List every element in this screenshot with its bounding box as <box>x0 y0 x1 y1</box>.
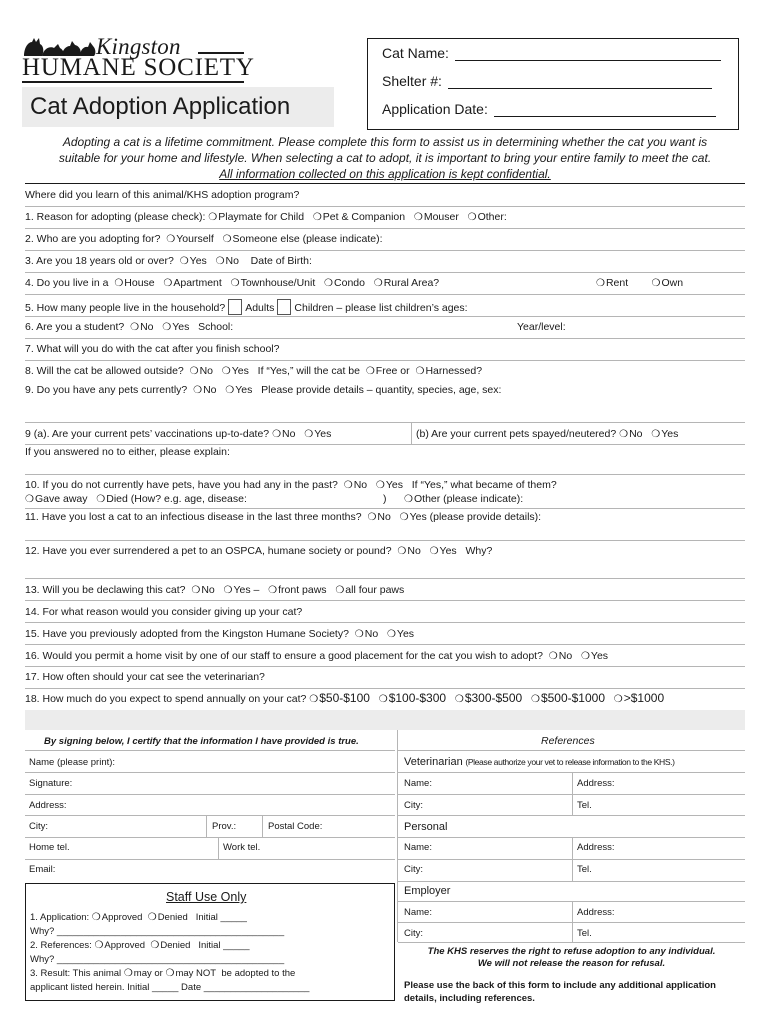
question-17-text: 17. How often should your cat see the veterinarian? <box>25 671 265 683</box>
checkbox-yes[interactable]: ❍ <box>651 429 661 440</box>
shelter-number-label: Shelter #: <box>382 73 442 89</box>
question-18-text: 18. How much do you expect to spend annually on your cat? <box>25 693 307 705</box>
option-label: Died (How? e.g. age, disease: <box>106 493 247 505</box>
question-9-details-label: Please provide details – quantity, species, age, sex: <box>261 384 502 396</box>
question-6-text: 6. Are you a student? <box>25 321 125 333</box>
option-label: $100-$300 <box>388 691 447 705</box>
option-label: No <box>203 384 217 396</box>
question-12-text: 12. Have you ever surrendered a pet to an OSPCA, humane society or pound? <box>25 545 392 557</box>
option-label: Someone else (please indicate): <box>232 233 383 245</box>
city-label: City: <box>29 821 48 832</box>
checkbox-yes[interactable]: ❍ <box>386 629 396 640</box>
divider <box>25 666 745 667</box>
staff-result-line-2: applicant listed herein. Initial _____ Date ____________________ <box>30 982 310 993</box>
divider <box>398 881 745 882</box>
checkbox-no[interactable]: ❍ <box>215 256 225 267</box>
checkbox-townhouse[interactable]: ❍ <box>230 278 240 289</box>
question-5 <box>25 299 745 315</box>
option-label: Yes <box>231 365 249 377</box>
divider <box>398 815 745 816</box>
checkbox-no[interactable]: ❍ <box>548 651 558 662</box>
checkbox-yes[interactable]: ❍ <box>399 512 409 523</box>
personal-heading: Personal <box>404 821 448 833</box>
option-label: all four paws <box>345 584 405 596</box>
checkbox-300-500[interactable]: ❍ <box>454 694 464 705</box>
intro-confidential: All information collected on this application is kept confidential. <box>219 167 551 181</box>
checkbox-condo[interactable]: ❍ <box>324 278 334 289</box>
question-14 <box>25 606 745 619</box>
checkbox-yes[interactable]: ❍ <box>429 546 439 557</box>
cat-name-label: Cat Name: <box>382 45 449 61</box>
vet-tel-label: Tel. <box>577 800 592 811</box>
staff-use-box <box>25 883 395 1001</box>
checkbox-gave-away[interactable]: ❍ <box>25 494 34 505</box>
option-label: $300-$500 <box>464 691 523 705</box>
divider <box>398 859 745 860</box>
option-label: No <box>225 255 239 267</box>
option-label: No <box>353 479 368 491</box>
staff-references-label: 2. References: <box>30 940 92 951</box>
checkbox-no[interactable]: ❍ <box>397 546 407 557</box>
staff-application-label: 1. Application: <box>30 912 90 923</box>
option-label: No <box>377 511 391 523</box>
initial-field[interactable]: Initial _____ <box>198 940 250 951</box>
question-11-text: 11. Have you lost a cat to an infectious disease in the last three months? <box>25 511 362 523</box>
checkbox-yes[interactable]: ❍ <box>162 322 172 333</box>
personal-address-label: Address: <box>577 842 615 853</box>
checkbox-500-1000[interactable]: ❍ <box>530 694 540 705</box>
prov-label: Prov.: <box>212 821 237 832</box>
option-label: Apartment <box>173 277 222 289</box>
divider <box>25 250 745 251</box>
checkbox-free[interactable]: ❍ <box>365 366 375 377</box>
checkbox-yourself[interactable]: ❍ <box>166 234 176 245</box>
application-date-row <box>382 101 716 117</box>
divider <box>25 316 745 317</box>
question-8-followup: If “Yes,” will the cat be <box>257 365 360 377</box>
application-date-field[interactable] <box>494 103 716 117</box>
option-label: Yes <box>172 321 190 333</box>
shelter-number-field[interactable] <box>448 75 712 89</box>
staff-result-tail: be adopted to the <box>221 968 296 979</box>
checkbox-mouser[interactable]: ❍ <box>413 212 423 223</box>
divider <box>25 688 745 689</box>
intro-line-1: Adopting a cat is a lifetime commitment. Please complete this form to assist us in determining whether the cat you want is <box>62 135 708 149</box>
question-16-text: 16. Would you permit a home visit by one of our staff to ensure a good placement for the cat you wish to adopt? <box>25 650 543 662</box>
address-label: Address: <box>29 800 67 811</box>
staff-why-1[interactable]: Why? ___________________________________________ <box>30 926 285 937</box>
divider <box>25 338 745 339</box>
vet-city-label: City: <box>404 800 423 811</box>
divider <box>25 578 745 579</box>
option-label: Townhouse/Unit <box>240 277 316 289</box>
checkbox-rent[interactable]: ❍ <box>596 278 605 289</box>
question-5-text: 5. How many people live in the household? <box>25 302 226 314</box>
question-12 <box>25 545 745 558</box>
staff-result-row <box>30 968 295 980</box>
question-9a-text: 9 (a). Are your current pets’ vaccinations up-to-date? <box>25 428 270 440</box>
checkbox-house[interactable]: ❍ <box>114 278 124 289</box>
checkbox-harnessed[interactable]: ❍ <box>415 366 425 377</box>
divider <box>25 444 745 445</box>
cat-name-row <box>382 45 721 61</box>
divider <box>25 508 745 509</box>
email-label: Email: <box>29 864 56 875</box>
divider <box>25 228 745 229</box>
checkbox-all-paws[interactable]: ❍ <box>335 585 345 596</box>
checkbox-yes[interactable]: ❍ <box>304 429 314 440</box>
divider <box>25 750 395 751</box>
divider <box>397 730 398 942</box>
back-of-form-line-1: Please use the back of this form to include any additional application <box>404 980 716 991</box>
question-2 <box>25 233 745 246</box>
checkbox-other[interactable]: ❍ <box>467 212 477 223</box>
checkbox-over-1000[interactable]: ❍ <box>613 694 623 705</box>
references-title: References <box>541 735 595 747</box>
staff-use-title: Staff Use Only <box>166 890 247 904</box>
question-18 <box>25 692 745 706</box>
divider <box>25 644 745 645</box>
checkbox-playmate[interactable]: ❍ <box>208 212 218 223</box>
question-14-text: 14. For what reason would you consider giving up your cat? <box>25 606 303 618</box>
back-of-form-line-2: details, including references. <box>404 993 535 1004</box>
divider <box>398 942 745 943</box>
option-label: Yes <box>661 428 679 440</box>
option-label: Condo <box>334 277 365 289</box>
name-print-label: Name (please print): <box>29 757 116 768</box>
option-label: Yes <box>189 255 207 267</box>
divider <box>25 622 745 623</box>
option-label: No <box>629 428 643 440</box>
question-8 <box>25 365 745 378</box>
divider <box>218 837 219 859</box>
option-label: Approved <box>104 940 146 951</box>
question-9 <box>25 384 745 397</box>
employer-tel-label: Tel. <box>577 928 592 939</box>
divider <box>25 474 745 475</box>
question-1-text: 1. Reason for adopting (please check): <box>25 211 206 223</box>
checkbox-denied[interactable]: ❍ <box>150 940 160 951</box>
divider <box>25 360 745 361</box>
question-15-text: 15. Have you previously adopted from the Kingston Humane Society? <box>25 628 349 640</box>
page-title: Cat Adoption Application <box>22 87 334 127</box>
question-9b-text: (b) Are your current pets spayed/neutered? <box>416 428 617 440</box>
checkbox-yes[interactable]: ❍ <box>225 385 235 396</box>
divider <box>25 422 745 423</box>
employer-name-label: Name: <box>404 907 432 918</box>
personal-city-label: City: <box>404 864 423 875</box>
divider <box>411 422 412 444</box>
adults-count-field[interactable] <box>228 299 242 315</box>
option-label: may NOT <box>175 968 217 979</box>
question-9-text: 9. Do you have any pets currently? <box>25 384 188 396</box>
divider <box>25 837 395 838</box>
option-label: $500-$1000 <box>540 691 605 705</box>
vet-address-label: Address: <box>577 778 615 789</box>
checkbox-own[interactable]: ❍ <box>651 278 661 289</box>
question-10-other <box>383 493 743 506</box>
checkbox-no[interactable]: ❍ <box>191 585 201 596</box>
option-label: No <box>140 321 154 333</box>
paren-close: ) <box>383 493 387 505</box>
logo-text-kingston: Kingston <box>96 34 181 59</box>
divider <box>25 272 745 273</box>
question-3 <box>25 255 745 268</box>
question-learn <box>25 189 745 202</box>
option-label: Approved <box>101 912 143 923</box>
vet-name-label: Name: <box>404 778 432 789</box>
question-1 <box>25 211 745 224</box>
option-label: $50-$100 <box>319 691 370 705</box>
option-label: Mouser <box>423 211 459 223</box>
intro-line-2: suitable for your home and lifestyle. When selecting a cat to adopt, it is important to bring your entire family to meet the cat. <box>58 151 712 165</box>
question-15 <box>25 628 745 641</box>
date-of-birth-label: Date of Birth: <box>250 255 312 267</box>
veterinarian-heading <box>404 756 675 769</box>
option-label: Other: <box>477 211 507 223</box>
employer-address-label: Address: <box>577 907 615 918</box>
option-label: No <box>199 365 214 377</box>
option-label: Yes (please provide details): <box>409 511 542 523</box>
question-17 <box>25 671 745 684</box>
divider <box>25 294 745 295</box>
option-label: Harnessed? <box>425 365 483 377</box>
question-13-text: 13. Will you be declawing this cat? <box>25 584 186 596</box>
shaded-separator <box>25 710 745 730</box>
divider <box>398 750 745 751</box>
khs-logo <box>22 34 255 82</box>
option-label: No <box>282 428 296 440</box>
option-label: Denied <box>157 912 188 923</box>
certify-statement: By signing below, I certify that the information I have provided is true. <box>44 736 359 747</box>
question-7-text: 7. What will you do with the cat after you finish school? <box>25 343 280 355</box>
checkbox-rural[interactable]: ❍ <box>373 278 383 289</box>
divider <box>25 794 395 795</box>
option-label: front paws <box>278 584 327 596</box>
option-label: Rural Area? <box>383 277 440 289</box>
question-2-text: 2. Who are you adopting for? <box>25 233 161 245</box>
children-count-field[interactable] <box>277 299 291 315</box>
veterinarian-label: Veterinarian <box>404 756 463 768</box>
year-level-label: Year/level: <box>517 321 566 333</box>
option-label: Playmate for Child <box>218 211 305 223</box>
adults-label: Adults <box>245 302 275 314</box>
option-label: Yes <box>590 650 609 662</box>
checkbox-no[interactable]: ❍ <box>367 512 377 523</box>
checkbox-died[interactable]: ❍ <box>96 494 106 505</box>
question-9-explain-text: If you answered no to either, please explain: <box>25 446 230 458</box>
checkbox-yes[interactable]: ❍ <box>223 585 233 596</box>
checkbox-may[interactable]: ❍ <box>123 968 133 979</box>
checkbox-someone-else[interactable]: ❍ <box>222 234 232 245</box>
checkbox-50-100[interactable]: ❍ <box>309 694 319 705</box>
option-label: Yes – <box>233 584 260 596</box>
staff-result-label: 3. Result: This animal <box>30 968 122 979</box>
question-9-explain <box>25 446 745 459</box>
option-label: Own <box>661 277 684 289</box>
employer-city-label: City: <box>404 928 423 939</box>
question-9b <box>416 428 746 441</box>
veterinarian-note: (Please authorize your vet to release information to the KHS.) <box>465 757 675 767</box>
cat-info-box <box>367 38 739 130</box>
question-10 <box>25 479 745 492</box>
checkbox-yes[interactable]: ❍ <box>179 256 189 267</box>
home-tel-label: Home tel. <box>29 842 70 853</box>
option-label: Yes <box>439 545 457 557</box>
checkbox-no[interactable]: ❍ <box>193 385 203 396</box>
option-label: Rent <box>605 277 629 289</box>
question-4-text: 4. Do you live in a <box>25 277 109 289</box>
option-label: Free or <box>375 365 410 377</box>
intro-paragraph <box>24 134 746 182</box>
children-label: Children – please list children’s ages: <box>294 302 468 314</box>
application-date-label: Application Date: <box>382 101 488 117</box>
option-label: Denied <box>160 940 191 951</box>
question-3-text: 3. Are you 18 years old or over? <box>25 255 174 267</box>
postal-code-label: Postal Code: <box>268 821 323 832</box>
divider <box>25 859 395 860</box>
divider <box>25 815 395 816</box>
question-16 <box>25 650 745 663</box>
divider <box>206 815 207 837</box>
year-level <box>517 321 717 334</box>
reserve-line-2: We will not release the reason for refusal. <box>477 958 666 969</box>
question-4-tenure <box>596 277 746 290</box>
option-label: Yes <box>385 479 403 491</box>
checkbox-no[interactable]: ❍ <box>130 322 140 333</box>
checkbox-denied[interactable]: ❍ <box>147 912 157 923</box>
divider <box>398 794 745 795</box>
staff-application-row <box>30 912 247 924</box>
checkbox-other[interactable]: ❍ <box>404 494 413 505</box>
checkbox-no[interactable]: ❍ <box>343 480 353 491</box>
question-7 <box>25 343 745 356</box>
checkbox-no[interactable]: ❍ <box>619 429 629 440</box>
option-label: Yourself <box>176 233 214 245</box>
question-12-why: Why? <box>465 545 493 557</box>
employer-heading: Employer <box>404 885 451 897</box>
question-learn-text: Where did you learn of this animal/KHS adoption program? <box>25 189 300 201</box>
checkbox-apartment[interactable]: ❍ <box>163 278 173 289</box>
logo-text-humane-society: HUMANE SOCIETY <box>22 54 255 81</box>
option-label: No <box>364 628 379 640</box>
option-label: No <box>201 584 215 596</box>
personal-name-label: Name: <box>404 842 432 853</box>
option-label: House <box>124 277 155 289</box>
shelter-number-row <box>382 73 712 89</box>
option-label: >$1000 <box>623 691 665 705</box>
checkbox-yes[interactable]: ❍ <box>580 651 590 662</box>
staff-why-2[interactable]: Why? ___________________________________________ <box>30 954 285 965</box>
divider <box>25 600 745 601</box>
checkbox-no[interactable]: ❍ <box>189 366 199 377</box>
option-label: Yes <box>396 628 415 640</box>
question-10-text: 10. If you do not currently have pets, have you had any in the past? <box>25 479 338 491</box>
divider <box>25 206 745 207</box>
option-label: No <box>407 545 421 557</box>
checkbox-approved[interactable]: ❍ <box>94 940 104 951</box>
checkbox-pet-companion[interactable]: ❍ <box>312 212 322 223</box>
personal-tel-label: Tel. <box>577 864 592 875</box>
divider <box>25 540 745 541</box>
checkbox-100-300[interactable]: ❍ <box>378 694 388 705</box>
option-label: No <box>558 650 573 662</box>
checkbox-may-not[interactable]: ❍ <box>165 968 175 979</box>
checkbox-no[interactable]: ❍ <box>354 629 364 640</box>
question-10-followup: If “Yes,” what became of them? <box>411 479 557 491</box>
work-tel-label: Work tel. <box>223 842 261 853</box>
question-13 <box>25 584 745 597</box>
signature-label: Signature: <box>29 778 73 789</box>
reserve-line-1: The KHS reserves the right to refuse adoption to any individual. <box>427 946 716 957</box>
option-label: Other (please indicate): <box>413 493 524 505</box>
option-label: may or <box>133 968 163 979</box>
checkbox-yes[interactable]: ❍ <box>221 366 231 377</box>
option-label: Yes <box>314 428 332 440</box>
option-label: Yes <box>235 384 253 396</box>
option-label: Gave away <box>34 493 88 505</box>
question-11 <box>25 511 745 524</box>
checkbox-approved[interactable]: ❍ <box>91 912 101 923</box>
divider <box>262 815 263 837</box>
initial-field[interactable]: Initial _____ <box>195 912 247 923</box>
staff-references-row <box>30 940 250 952</box>
divider <box>398 922 745 923</box>
cat-name-field[interactable] <box>455 47 721 61</box>
school-label: School: <box>198 321 234 333</box>
checkbox-no[interactable]: ❍ <box>272 429 282 440</box>
divider <box>25 183 745 184</box>
option-label: Pet & Companion <box>322 211 406 223</box>
checkbox-front-paws[interactable]: ❍ <box>268 585 278 596</box>
checkbox-yes[interactable]: ❍ <box>375 480 385 491</box>
question-8-text: 8. Will the cat be allowed outside? <box>25 365 184 377</box>
divider <box>25 772 395 773</box>
